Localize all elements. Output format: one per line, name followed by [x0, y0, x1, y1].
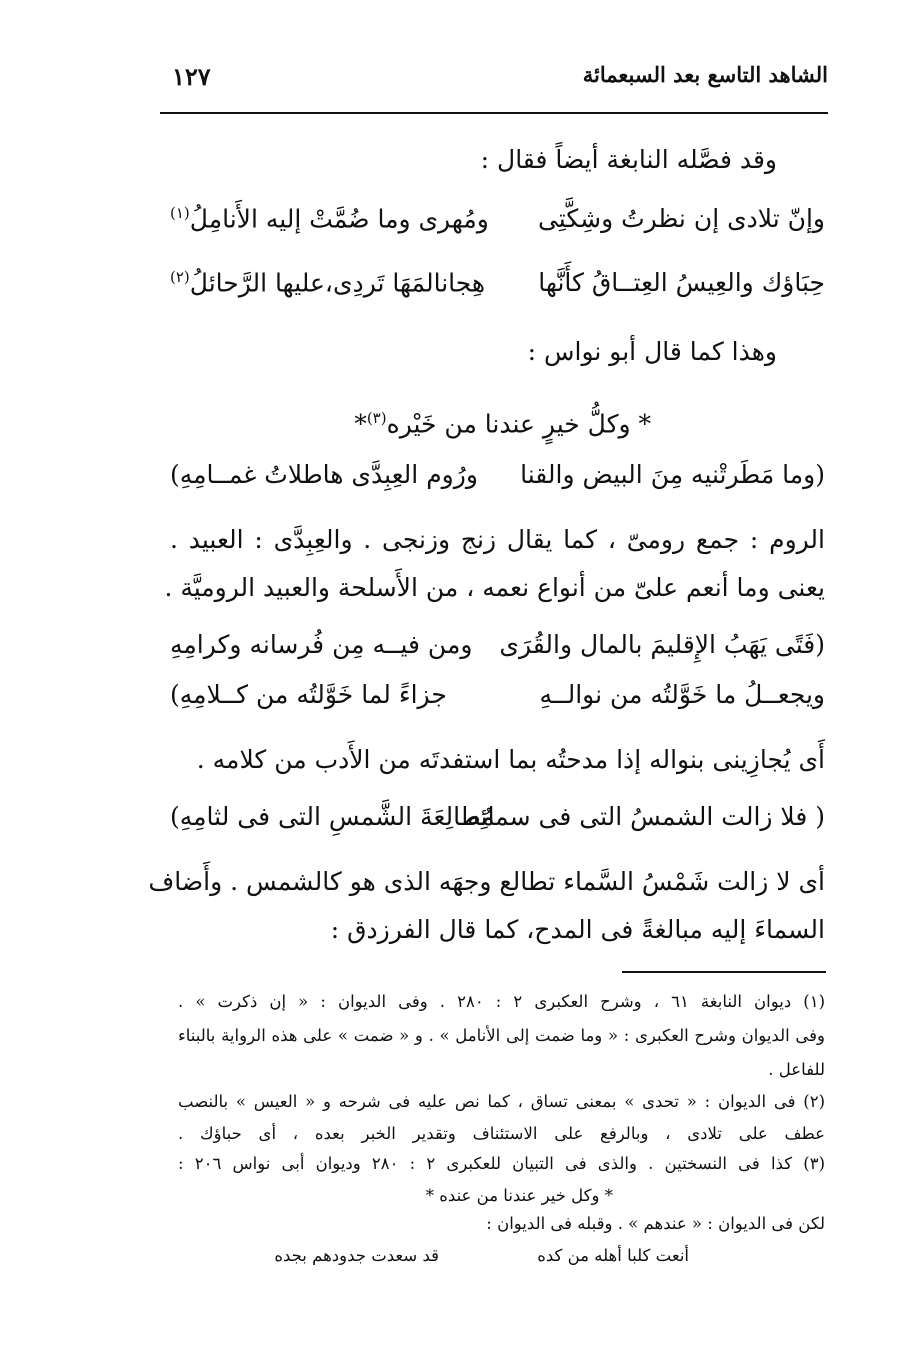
verse-mutanabbi-3 [170, 680, 825, 720]
hemistich-right: (فَتًى يَهَبُ الإِقليمَ بالمال والقُرَى [499, 630, 825, 659]
verse-mutanabbi-2 [170, 630, 825, 670]
abu-nuwas-intro: وهذا كما قال أبو نواس : [527, 337, 777, 366]
comment-line: الروم : جمع رومىّ ، كما يقال زنج وزنجى . والعِبِدَّى : العبيد . [170, 525, 825, 554]
verse-nabigha-2 [170, 268, 825, 308]
running-title: الشاهد التاسع بعد السبعمائة [582, 62, 828, 87]
hemistich-right: ( فلا زالت الشمسُ التى فى سمائِه [467, 802, 825, 831]
verse-end-star: * [354, 409, 367, 439]
hemistich-left: ومن فيــه مِن فُرسانه وكرامِهِ [170, 630, 473, 659]
footnote-line: وفى الديوان وشرح العكبرى : « وما ضمت إلى الأنامل » . و « ضمت » على هذه الرواية بالبناء [178, 1026, 825, 1045]
abu-nuwas-verse [354, 400, 651, 442]
comment-line: يعنى وما أنعم علىّ من أنواع نعمه ، من الأَسلحة والعبيد الروميَّة . [164, 573, 825, 602]
hemistich-right: وإنّ تلادى إن نظرتُ وشِكَّتِى [537, 204, 825, 233]
footnote-line: لكن فى الديوان : « عندهم » . وقبله فى الديوان : [486, 1214, 825, 1233]
footnote-verse-right: أنعت كلبا أهله من كده [537, 1246, 689, 1265]
footnote-ref: (٢) [170, 268, 190, 286]
footnote-rule [622, 971, 826, 973]
footnote-line: * وكل خير عندنا من عنده * [425, 1186, 613, 1205]
hemistich-left-text: هِجانالمَهَا تَردِى،عليها الرَّحائلُ [189, 268, 486, 298]
footnote-line: (٢) فى الديوان : « تحدى » بمعنى تساق ، كما نص عليه فى شرحه و « العيس » بالنصب [178, 1092, 825, 1111]
footnote-ref: (٣) [366, 409, 387, 427]
hemistich-right: (وما مَطَرتْنيه مِنَ البيض والقنا [520, 460, 825, 489]
footnote-line: للفاعل . [768, 1060, 825, 1079]
hemistich-left [170, 268, 485, 297]
hemistich-left-text: ومُهرى وما ضُمَّتْ إليه الأَنامِلُ [189, 204, 489, 234]
hemistich-right: حِبَاؤك والعِيسُ العِتــاقُ كأَنَّها [538, 268, 825, 297]
hemistich-left: ورُوم العِبِدَّى هاطلاتُ غمــامِهِ) [170, 460, 478, 489]
footnote-line: (١) ديوان النابغة ٦١ ، وشرح العكبرى ٢ : ٢٨٠ . وفى الديوان : « إن ذكرت » . [178, 992, 825, 1011]
hemistich-right: ويجعــلُ ما خَوَّلتُه من نوالــهِ [539, 680, 825, 709]
footnote-line: (٣) كذا فى النسختين . والذى فى التبيان للعكبرى ٢ : ٢٨٠ وديوان أبى نواس ٢٠٦ : [178, 1154, 825, 1173]
comment-line: السماءَ إليه مبالغةً فى المدح، كما قال الفرزدق : [330, 915, 825, 944]
hemistich-left: مُطالِعَةَ الشَّمسِ التى فى لثامِهِ) [170, 802, 495, 831]
abu-nuwas-verse-text: * وكلُّ خيرٍ عندنا من خَيْره [386, 409, 651, 439]
page-header [160, 62, 828, 102]
hemistich-left: جزاءً لما خَوَّلتُه من كــلامِهِ) [170, 680, 447, 709]
footnote-line: عطف على تلادى ، وبالرفع على الاستئناف وتقدير الخبر بعده ، أى حباؤك . [178, 1124, 825, 1143]
intro-line: وقد فصَّله النابغة أيضاً فقال : [480, 145, 777, 174]
page-number: ١٢٧ [172, 62, 211, 91]
verse-mutanabbi-4 [170, 802, 825, 842]
footnote-ref: (١) [170, 204, 190, 222]
hemistich-left [170, 204, 489, 233]
header-rule [160, 112, 828, 114]
verse-mutanabbi-1 [170, 460, 825, 500]
verse-nabigha-1 [170, 204, 825, 244]
footnote-verse-left: قد سعدت جدودهم بجده [274, 1246, 439, 1265]
comment-line: أَى يُجازِينى بنواله إذا مدحتُه بما استفدتَه من الأَدب من كلامه . [196, 745, 825, 774]
comment-line: أى لا زالت شَمْسُ السَّماء تطالع وجهَه الذى هو كالشمس . وأَضاف [148, 867, 825, 896]
